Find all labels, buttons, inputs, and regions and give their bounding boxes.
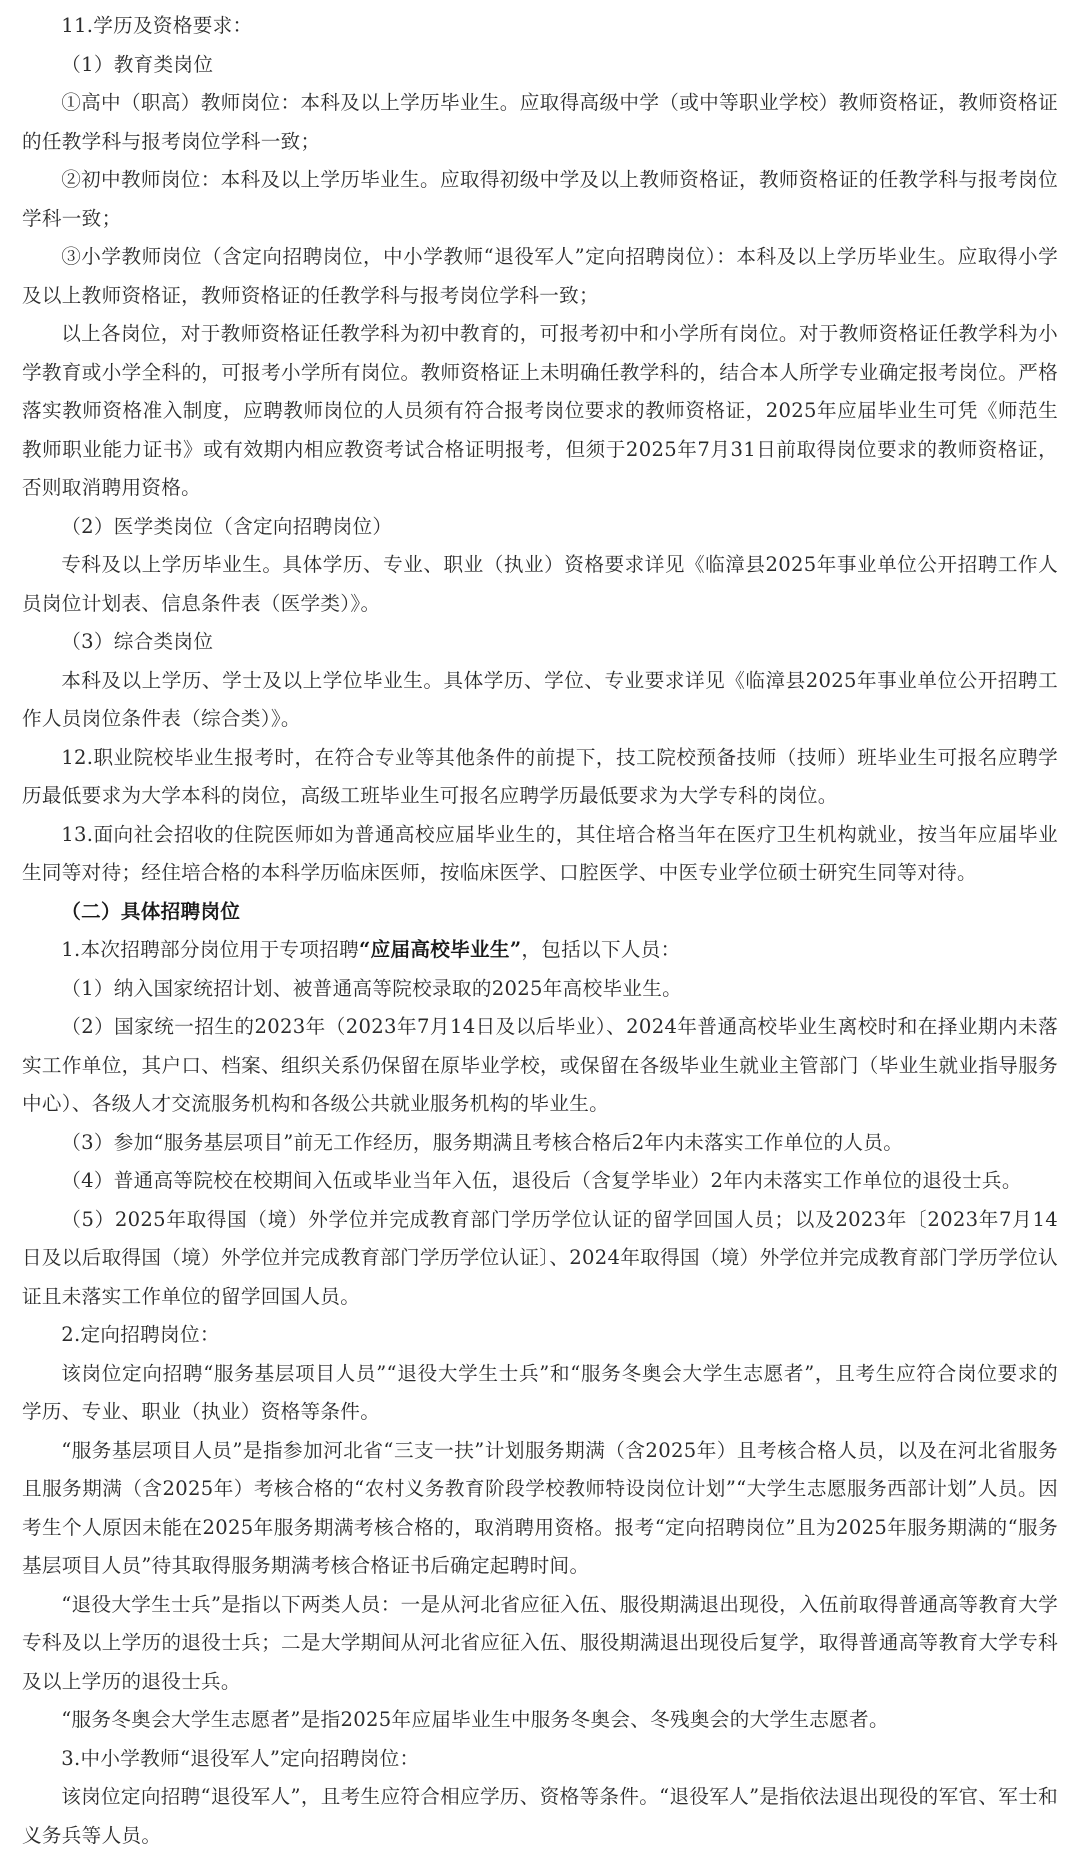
paragraph-targeted-positions-desc: 该岗位定向招聘“服务基层项目人员”“退役大学生士兵”和“服务冬奥会大学生志愿者”，且考生应符合岗位要求的学历、专业、职业（执业）资格等条件。 — [22, 1361, 1058, 1423]
paragraph-primary-school-teacher: ③小学教师岗位（含定向招聘岗位，中小学教师“退役军人”定向招聘岗位）：本科及以上学历毕业生。应取得小学及以上教师资格证，教师资格证的任教学科与报考岗位学科一致； — [22, 245, 1058, 307]
paragraph-retired-student-soldiers: “退役大学生士兵”是指以下两类人员：一是从河北省应征入伍、服役期满退出现役，入伍前取得普通高等教育大学专科及以上学历的退役士兵；二是大学期间从河北省应征入伍、服役期满退出现役后复学，取得普通高等教育大学专科及以上学历的退役士兵。 — [22, 1592, 1058, 1693]
paragraph-veterans-teacher-desc: 该岗位定向招聘“退役军人”，且考生应符合相应学历、资格等条件。“退役军人”是指依法退出现役的军官、军士和义务兵等人员。 — [22, 1785, 1058, 1847]
paragraph-high-school-teacher: ①高中（职高）教师岗位：本科及以上学历毕业生。应取得高级中学（或中等职业学校）教师资格证，教师资格证的任教学科与报考岗位学科一致； — [22, 91, 1058, 153]
special-recruitment-prefix: 1.本次招聘部分岗位用于专项招聘 — [61, 938, 359, 961]
paragraph-education-requirements-heading: 11.学历及资格要求： — [61, 14, 253, 37]
paragraph-graduate-type-4: （4）普通高等院校在校期间入伍或毕业当年入伍，退役后（含复学毕业）2年内未落实工作单位的退役士兵。 — [61, 1169, 1022, 1192]
paragraph-resident-physicians: 13.面向社会招收的住院医师如为普通高校应届毕业生的，其住培合格当年在医疗卫生机构就业，按当年应届毕业生同等对待；经住培合格的本科学历临床医师，按临床医学、口腔医学、中医专业学位硕士研究生同等对待。 — [22, 822, 1058, 884]
paragraph-targeted-positions-heading: 2.定向招聘岗位： — [61, 1323, 220, 1346]
paragraph-general-requirements: 本科及以上学历、学士及以上学位毕业生。具体学历、学位、专业要求详见《临漳县2025年事业单位公开招聘工作人员岗位条件表（综合类）》。 — [22, 668, 1058, 730]
paragraph-special-recruitment — [22, 931, 1058, 970]
paragraph-veterans-teacher-heading: 3.中小学教师“退役军人”定向招聘岗位： — [61, 1746, 420, 1770]
paragraph-graduate-type-3: （3）参加“服务基层项目”前无工作经历，服务期满且考核合格后2年内未落实工作单位的人员。 — [61, 1130, 904, 1154]
paragraph-middle-school-teacher: ②初中教师岗位：本科及以上学历毕业生。应取得初级中学及以上教师资格证，教师资格证的任教学科与报考岗位学科一致； — [22, 168, 1058, 230]
paragraph-medical-category: （2）医学类岗位（含定向招聘岗位） — [61, 514, 393, 538]
paragraph-medical-requirements: 专科及以上学历毕业生。具体学历、专业、职业（执业）资格要求详见《临漳县2025年事业单位公开招聘工作人员岗位计划表、信息条件表（医学类）》。 — [22, 553, 1058, 615]
section-title: （二）具体招聘岗位 — [61, 899, 241, 923]
paragraph-education-category: （1）教育类岗位 — [61, 52, 214, 76]
paragraph-graduate-type-5: （5）2025年取得国（境）外学位并完成教育部门学历学位认证的留学回国人员；以及2023年〔2023年7月14日及以后取得国（境）外学位并完成教育部门学历学位认证〕、2024年取得国（境）外学位并完成教育部门学历学位认证且未落实工作单位的留学回国人员。 — [22, 1207, 1058, 1308]
paragraph-general-category: （3）综合类岗位 — [61, 630, 214, 653]
paragraph-vocational-graduates: 12.职业院校毕业生报考时，在符合专业等其他条件的前提下，技工院校预备技师（技师）班毕业生可报名应聘学历最低要求为大学本科的岗位，高级工班毕业生可报名应聘学历最低要求为大学专科的岗位。 — [22, 745, 1058, 807]
paragraph-winter-olympics-volunteers: “服务冬奥会大学生志愿者”是指2025年应届毕业生中服务冬奥会、冬残奥会的大学生志愿者。 — [61, 1708, 889, 1731]
paragraph-graduate-type-2: （2）国家统一招生的2023年（2023年7月14日及以后毕业）、2024年普通高校毕业生离校时和在择业期内未落实工作单位，其户口、档案、组织关系仍保留在原毕业学校，或保留在各级毕业生就业主管部门（毕业生就业指导服务中心）、各级人才交流服务机构和各级公共就业服务机构的毕业生。 — [22, 1015, 1058, 1115]
paragraph-teacher-certificate-rules: 以上各岗位，对于教师资格证任教学科为初中教育的，可报考初中和小学所有岗位。对于教师资格证任教学科为小学教育或小学全科的，可报考小学所有岗位。教师资格证上未明确任教学科的，结合本人所学专业确定报考岗位。严格落实教师资格准入制度，应聘教师岗位的人员须有符合报考岗位要求的教师资格证，2025年应届毕业生可凭《师范生教师职业能力证书》或有效期内相应教资考试合格证明报考，但须于2025年7月31日前取得岗位要求的教师资格证，否则取消聘用资格。 — [22, 322, 1058, 499]
paragraph-grassroots-personnel: “服务基层项目人员”是指参加河北省“三支一扶”计划服务期满（含2025年）且考核合格人员，以及在河北省服务且服务期满（含2025年）考核合格的“农村义务教育阶段学校教师特设岗位计划”“大学生志愿服务西部计划”人员。因考生个人原因未能在2025年服务期满考核合格的，取消聘用资格。报考“定向招聘岗位”且为2025年服务期满的“服务基层项目人员”待其取得服务期满考核合格证书后确定起聘时间。 — [22, 1438, 1058, 1577]
special-recruitment-suffix: ，包括以下人员： — [521, 938, 681, 961]
fresh-graduates-emphasis: “应届高校毕业生” — [359, 938, 522, 961]
paragraph-graduate-type-1: （1）纳入国家统招计划、被普通高等院校录取的2025年高校毕业生。 — [61, 976, 683, 1000]
